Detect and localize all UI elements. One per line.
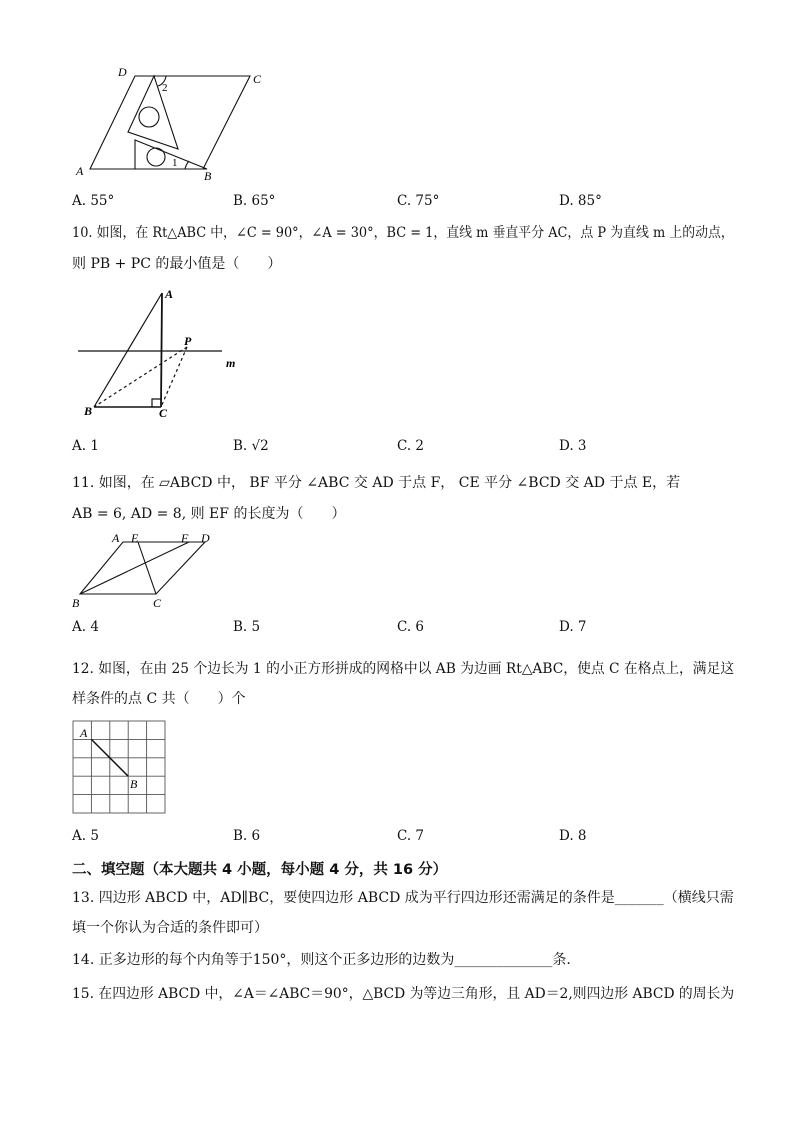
q11-label-E: E [131,531,139,545]
q10-option-a: A. 1 [72,438,99,454]
q10-option-b: B. √2 [233,438,269,454]
q11-label-D: D [201,531,210,545]
q11-parallelogram [80,542,205,594]
q10-label-A: A [165,287,174,301]
q11-option-c: C. 6 [397,619,425,635]
q9-figure [70,62,280,184]
q10-label-P: P [184,334,192,348]
q9-label-D: D [118,65,127,79]
q11-label-C: C [153,596,162,610]
q10-segment-PC [161,347,187,407]
q12-label-B: B [130,777,138,791]
q13-stem-line2: 填一个你认为合适的条件即可） [72,920,268,936]
q12-option-a: A. 5 [72,828,99,844]
q11-stem-line1: 11. 如图，在 ▱ABCD 中， BF 平分 ∠ABC 交 AD 于点 F， CE 平分 ∠BCD 交 AD 于点 E，若 [72,475,681,491]
q11-bisector-BF [80,542,189,594]
q12-stem-line1: 12. 如图，在由 25 个边长为 1 的小正方形拼成的网格中以 AB 为边画 Rt△ABC，使点 C 在格点上，满足这 [72,661,735,677]
q10-segment-PB [94,347,187,407]
section-2-heading: 二、填空题（本大题共 4 小题，每小题 4 分，共 16 分） [72,862,448,878]
q12-option-b: B. 6 [233,828,261,844]
q10-stem-line2: 则 PB + PC 的最小值是（ ） [72,256,282,272]
q9-option-d: D. 85° [559,193,602,209]
q10-option-d: D. 3 [559,438,587,454]
q11-stem-line2: AB = 6, AD = 8, 则 EF 的长度为（ ） [72,506,346,522]
q12-label-A: A [80,726,88,740]
q9-ruler-hole-lower [147,148,165,166]
q11-option-a: A. 4 [72,619,99,635]
q10-side-AB [94,293,162,407]
q10-side-AC [161,293,162,407]
q10-label-C: C [159,406,168,420]
q9-option-a: A. 55° [72,193,115,209]
q12-stem-line2: 样条件的点 C 共（ ）个 [72,691,246,707]
q13-stem-line1: 13. 四边形 ABCD 中，AD∥BC，要使四边形 ABCD 成为平行四边形还需满足的条件是_______（横线只需 [72,890,734,906]
q9-triangle-ruler-upper [128,76,178,149]
q12-option-d: D. 8 [559,828,587,844]
q9-ruler-hole-upper [139,107,159,127]
q11-label-B: B [72,596,80,610]
q10-label-B: B [84,404,93,418]
q9-label-C: C [253,72,262,86]
q9-triangle-ruler-lower [135,140,207,169]
q9-option-b: B. 65° [233,193,276,209]
q15-stem: 15. 在四边形 ABCD 中，∠A＝∠ABC＝90°，△BCD 为等边三角形，且 AD＝2,则四边形 ABCD 的周长为 [72,986,735,1002]
q11-label-F: F [181,531,189,545]
q10-stem-line1: 10. 如图，在 Rt△ABC 中，∠C = 90°，∠A = 30°，BC = 1，直线 m 垂直平分 AC，点 P 为直线 m 上的动点， [72,225,734,241]
q11-label-A: A [112,531,120,545]
q9-angle-1-arc [185,161,189,169]
q12-option-c: C. 7 [397,828,425,844]
q9-label-A: A [76,164,84,178]
q11-option-b: B. 5 [233,619,261,635]
q11-bisector-CE [138,542,156,594]
q9-label-B: B [204,169,212,183]
q9-parallelogram [90,76,250,169]
q14-stem: 14. 正多边形的每个内角等于150°，则这个正多边形的边数为______________条. [72,952,571,968]
q12-grid-figure [72,720,168,816]
q9-label-2: 2 [162,82,168,94]
q10-option-c: C. 2 [397,438,425,454]
q10-label-m: m [226,356,236,370]
q11-figure [70,530,220,614]
q10-figure [74,284,244,422]
q9-option-c: C. 75° [397,193,440,209]
q11-option-d: D. 7 [559,619,587,635]
q9-label-1: 1 [172,157,178,169]
